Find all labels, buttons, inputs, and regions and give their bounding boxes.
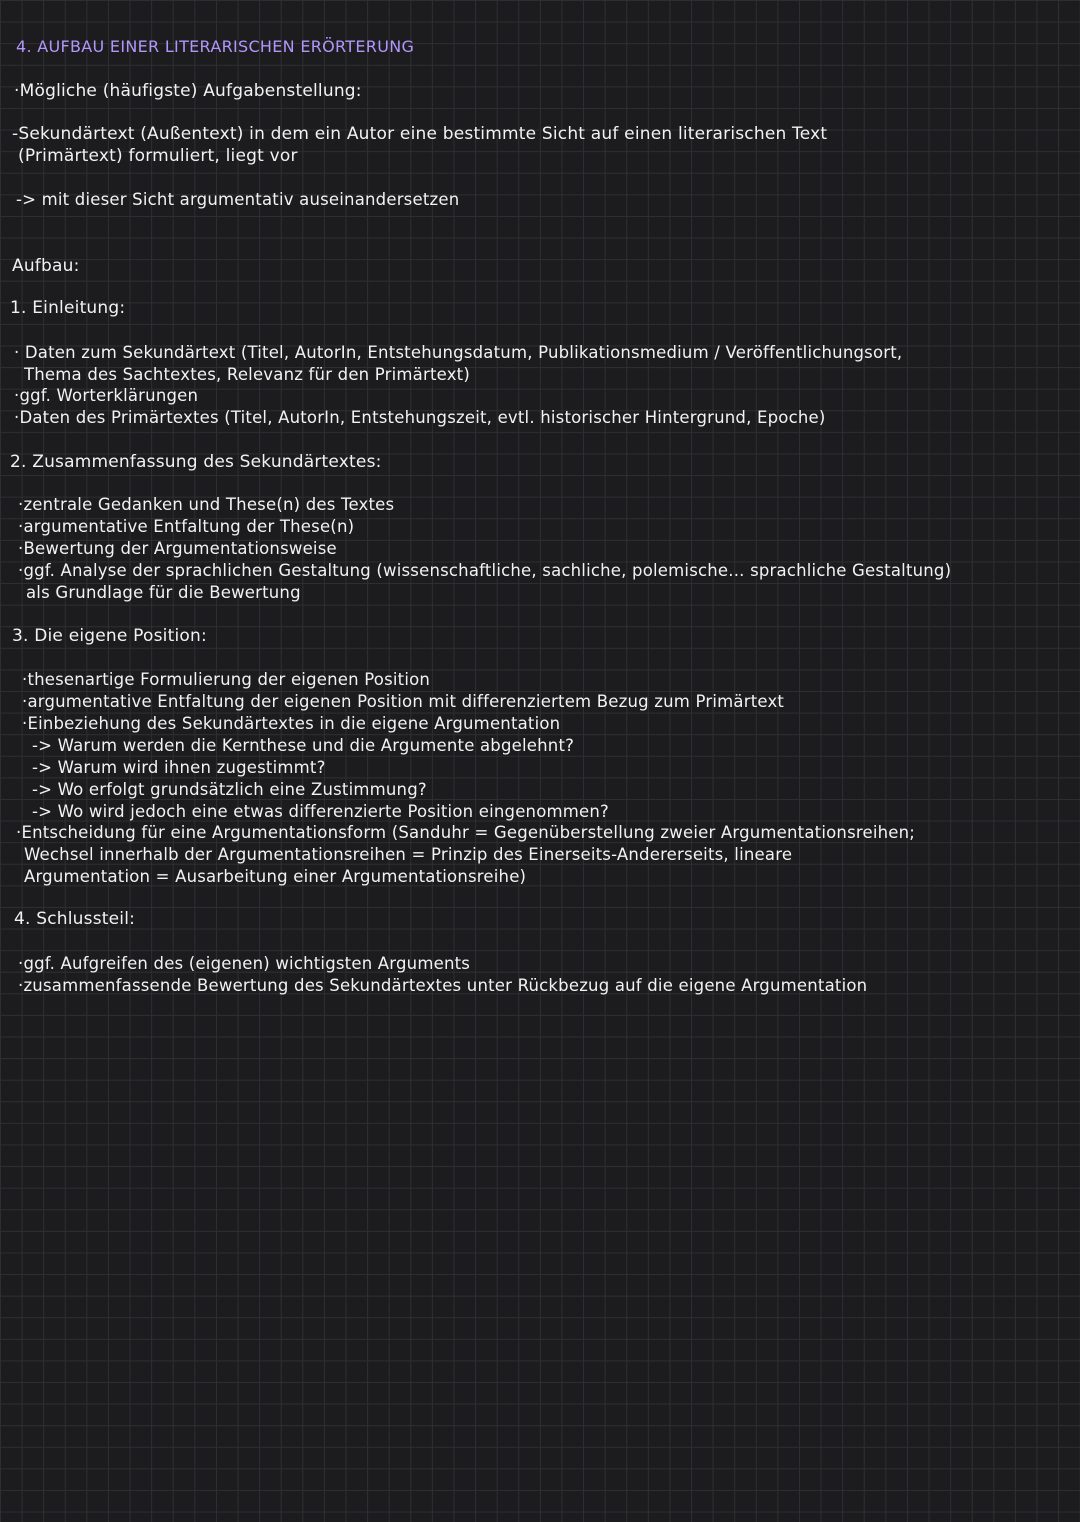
section-line: ·ggf. Aufgreifen des (eigenen) wichtigsten Arguments: [18, 954, 471, 973]
section-line: ·Einbeziehung des Sekundärtextes in die eigene Argumentation: [22, 714, 561, 733]
section-line: ·Daten des Primärtextes (Titel, AutorIn, Entstehungszeit, evtl. historischer Hintergrund, Epoche): [14, 408, 826, 427]
task-line: (Primärtext) formuliert, liegt vor: [18, 146, 298, 166]
section-line: ·ggf. Analyse der sprachlichen Gestaltung (wissenschaftliche, sachliche, polemische... sprachliche Gestaltung): [18, 561, 952, 580]
page-title: 4. AUFBAU EINER LITERARISCHEN ERÖRTERUNG: [16, 37, 415, 56]
section-line: ·zentrale Gedanken und These(n) des Textes: [18, 495, 395, 514]
section-line: -> Wo wird jedoch eine etwas differenzierte Position eingenommen?: [32, 802, 610, 821]
section-line: als Grundlage für die Bewertung: [26, 583, 301, 602]
section-line: -> Warum werden die Kernthese und die Argumente abgelehnt?: [32, 736, 575, 755]
task-heading: ·Mögliche (häufigste) Aufgabenstellung:: [14, 81, 362, 101]
section-line: ·argumentative Entfaltung der eigenen Position mit differenziertem Bezug zum Primärtext: [22, 692, 785, 711]
section-line: · Daten zum Sekundärtext (Titel, AutorIn, Entstehungsdatum, Publikationsmedium / Veröffentlichungsort,: [14, 343, 903, 362]
section-line: ·argumentative Entfaltung der These(n): [18, 517, 355, 536]
section-heading-einleitung: 1. Einleitung:: [10, 298, 126, 318]
task-line: -Sekundärtext (Außentext) in dem ein Autor eine bestimmte Sicht auf einen literarischen Text: [12, 124, 828, 144]
section-heading-schlussteil: 4. Schlussteil:: [14, 909, 136, 929]
section-line: Thema des Sachtextes, Relevanz für den Primärtext): [24, 365, 470, 384]
section-line: ·ggf. Worterklärungen: [14, 386, 199, 405]
section-line: ·Entscheidung für eine Argumentationsform (Sanduhr = Gegenüberstellung zweier Argumentationsreihen;: [16, 823, 916, 842]
section-heading-eigene-position: 3. Die eigene Position:: [12, 626, 207, 646]
section-line: -> Wo erfolgt grundsätzlich eine Zustimmung?: [32, 780, 427, 799]
section-line: ·Bewertung der Argumentationsweise: [18, 539, 337, 558]
section-line: ·thesenartige Formulierung der eigenen Position: [22, 670, 431, 689]
section-line: -> Warum wird ihnen zugestimmt?: [32, 758, 326, 777]
section-line: ·zusammenfassende Bewertung des Sekundärtextes unter Rückbezug auf die eigene Argumentation: [18, 976, 868, 995]
section-heading-zusammenfassung: 2. Zusammenfassung des Sekundärtextes:: [10, 452, 382, 472]
task-line: -> mit dieser Sicht argumentativ auseinandersetzen: [16, 190, 460, 209]
section-line: Argumentation = Ausarbeitung einer Argumentationsreihe): [24, 867, 527, 886]
structure-label: Aufbau:: [12, 256, 80, 276]
section-line: Wechsel innerhalb der Argumentationsreihen = Prinzip des Einerseits-Andererseits, lineare: [24, 845, 793, 864]
